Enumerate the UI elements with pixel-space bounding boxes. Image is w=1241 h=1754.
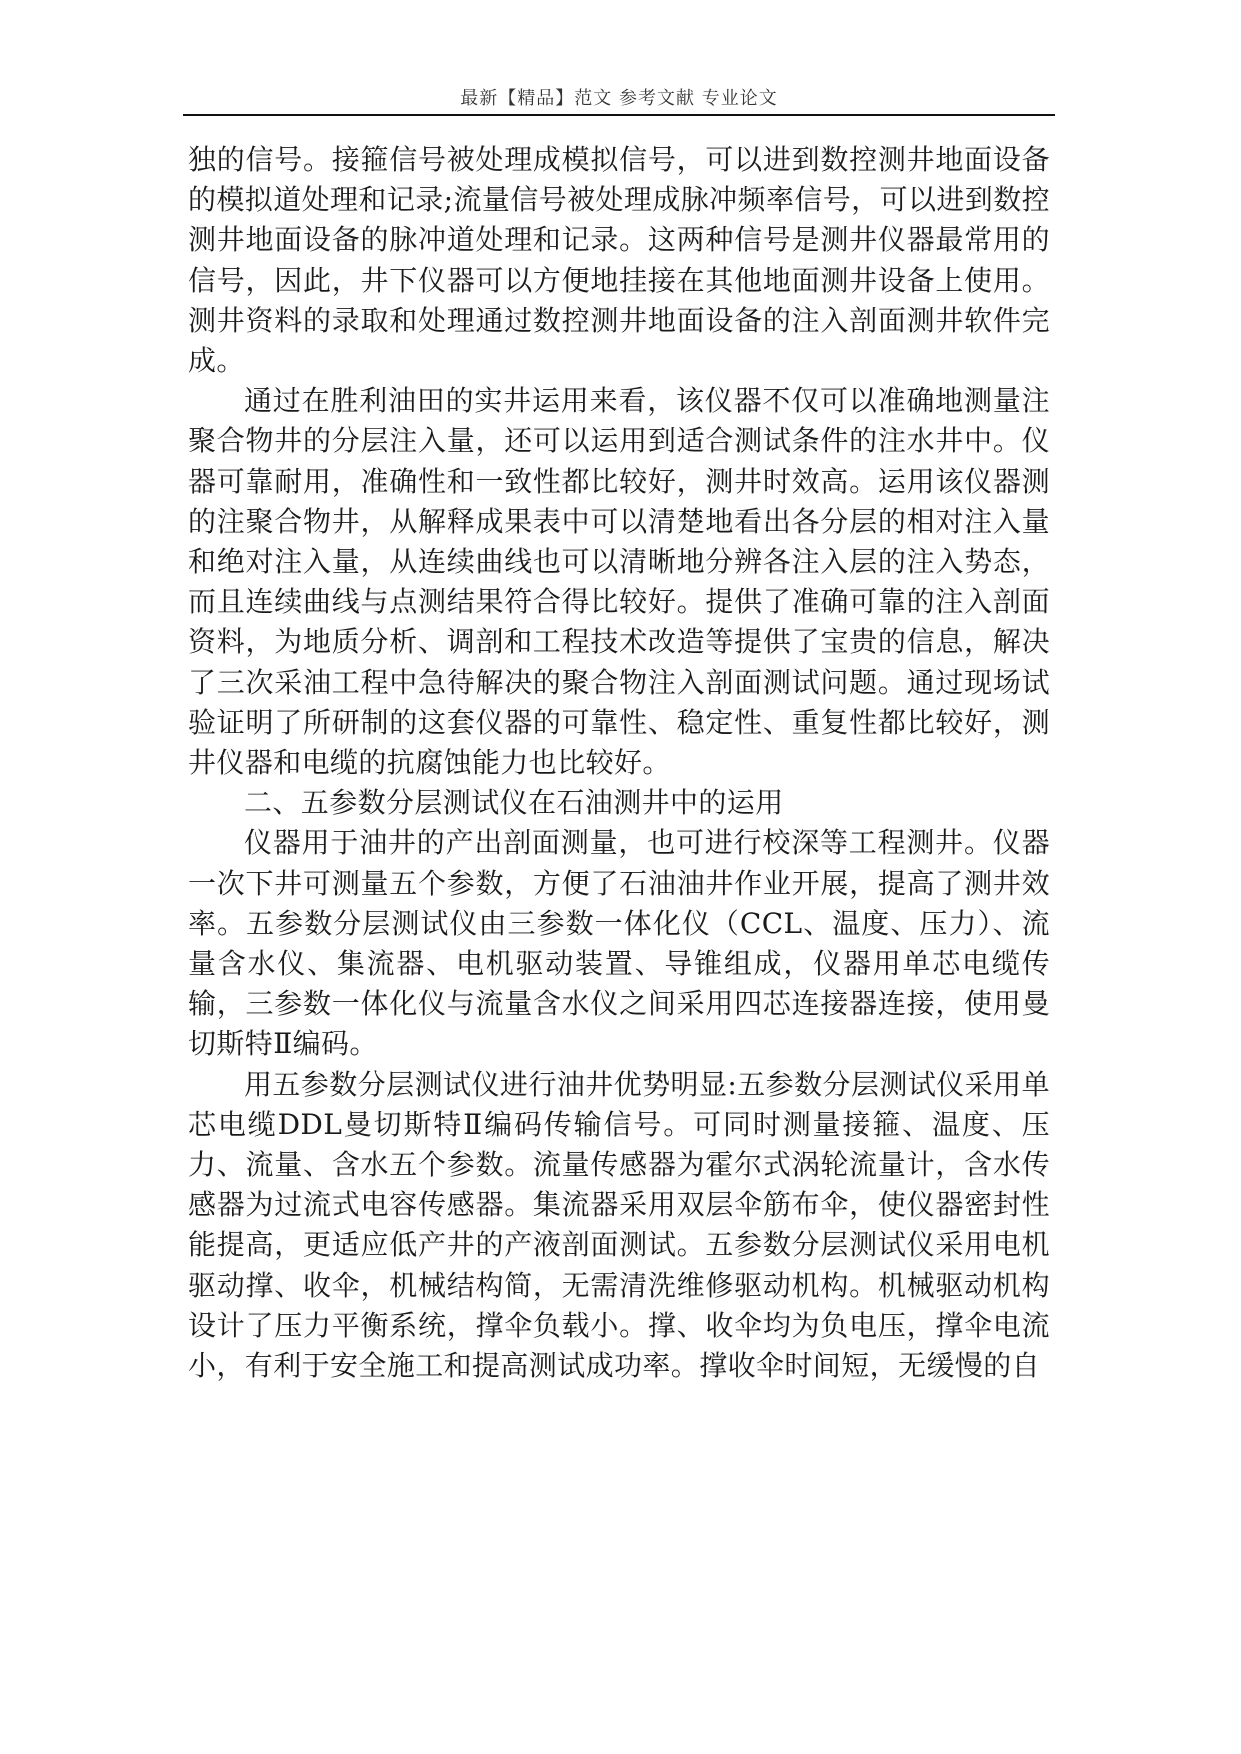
paragraph-continuation: 独的信号。接箍信号被处理成模拟信号，可以进到数控测井地面设备的模拟道处理和记录;流量信号被处理成脉冲频率信号，可以进到数控测井地面设备的脉冲道处理和记录。这两种信号是测井仪器最常用的信号，因此，井下仪器可以方便地挂接在其他地面测井设备上使用。测井资料的录取和处理通过数控测井地面设备的注入剖面测井软件完成。	[188, 143, 1050, 378]
document-body	[188, 140, 1050, 1386]
paragraph-advantages: 用五参数分层测试仪进行油井优势明显:五参数分层测试仪采用单芯电缆DDL曼切斯特Ⅱ编码传输信号。可同时测量接箍、温度、压力、流量、含水五个参数。流量传感器为霍尔式涡轮流量计，含水传感器为过流式电容传感器。集流器采用双层伞筋布伞，使仪器密封性能提高，更适应低产井的产液剖面测试。五参数分层测试仪采用电机驱动撑、收伞，机械结构简，无需清洗维修驱动机构。机械驱动机构设计了压力平衡系统，撑伞负载小。撑、收伞均为负电压，撑伞电流小，有利于安全施工和提高测试成功率。撑收伞时间短，无缓慢的自	[188, 1067, 1050, 1383]
page-header: 最新【精品】范文 参考文献 专业论文	[460, 88, 778, 109]
paragraph-field-application: 通过在胜利油田的实井运用来看，该仪器不仅可以准确地测量注聚合物井的分层注入量，还可以运用到适合测试条件的注水井中。仪器可靠耐用，准确性和一致性都比较好，测井时效高。运用该仪器测的注聚合物井，从解释成果表中可以清楚地看出各分层的相对注入量和绝对注入量，从连续曲线也可以清晰地分辨各注入层的注入势态，而且连续曲线与点测结果符合得比较好。提供了准确可靠的注入剖面资料，为地质分析、调剖和工程技术改造等提供了宝贵的信息，解决了三次采油工程中急待解决的聚合物注入剖面测试问题。通过现场试验证明了所研制的这套仪器的可靠性、稳定性、重复性都比较好，测井仪器和电缆的抗腐蚀能力也比较好。	[188, 384, 1050, 780]
header-divider	[183, 114, 1055, 116]
section-heading: 二、五参数分层测试仪在石油测井中的运用	[244, 786, 784, 820]
paragraph-instrument-overview: 仪器用于油井的产出剖面测量，也可进行校深等工程测井。仪器一次下井可测量五个参数，方便了石油油井作业开展，提高了测井效率。五参数分层测试仪由三参数一体化仪（CCL、温度、压力）、流量含水仪、集流器、电机驱动装置、导锥组成，仪器用单芯电缆传输，三参数一体化仪与流量含水仪之间采用四芯连接器连接，使用曼切斯特Ⅱ编码。	[188, 826, 1050, 1061]
